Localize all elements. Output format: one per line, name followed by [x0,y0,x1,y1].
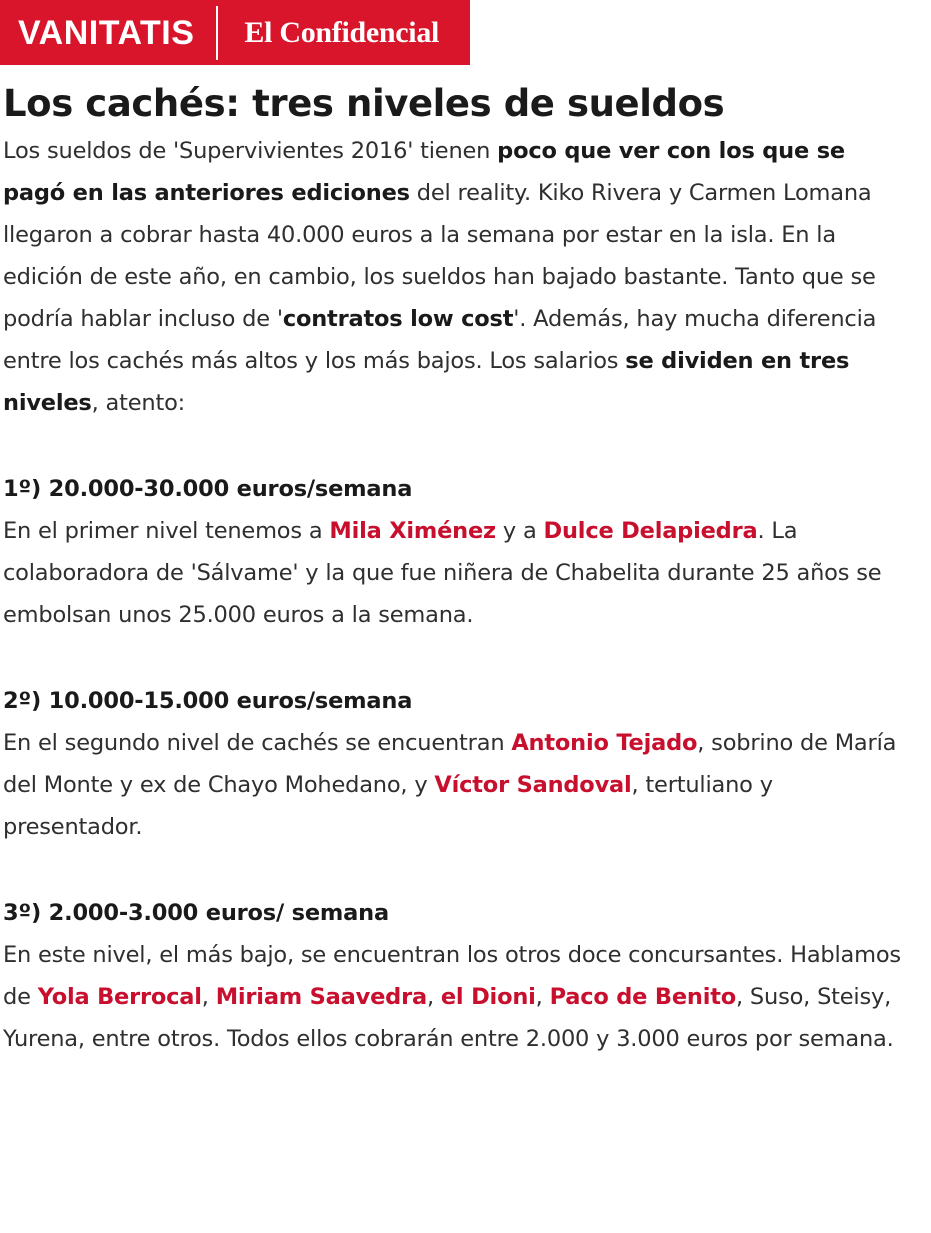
level1-heading: 1º) 20.000-30.000 euros/semana [3,476,413,502]
intro-paragraph [3,130,908,424]
level3-text-1: En este nivel, el más bajo, se encuentran los otros doce concursantes. Hablamos de [3,942,901,1010]
vanitatis-logo[interactable]: VANITATIS [18,13,195,52]
link-mila-ximenez[interactable]: Mila Ximénez [329,518,496,544]
level3-sep-1: , [201,984,216,1010]
article-title: Los cachés: tres niveles de sueldos [3,82,725,125]
link-antonio-tejado[interactable]: Antonio Tejado [511,730,698,756]
level1-text-3: . La colaboradora de 'Sálvame' y la que fue niñera de Chabelita durante 25 años se embolsan unos 25.000 euros a la semana. [3,518,882,628]
intro-text-4: , atento: [91,390,186,416]
intro-text-1: Los sueldos de 'Supervivientes 2016' tienen [3,138,498,164]
link-victor-sandoval[interactable]: Víctor Sandoval [434,772,632,798]
intro-bold-1: poco que ver con los que se pagó en las anteriores ediciones [3,138,845,206]
level3-heading: 3º) 2.000-3.000 euros/ semana [3,900,389,926]
intro-text-2: del reality. Kiko Rivera y Carmen Lomana llegaron a cobrar hasta 40.000 euros a la semana por estar en la isla. En la edición de este año, en cambio, los sueldos han bajado bastante. Tanto que se podría hablar incluso de ' [3,180,876,332]
level1-text-1: En el primer nivel tenemos a [3,518,330,544]
brand-header[interactable] [0,0,470,65]
level1-text-2: y a [495,518,544,544]
level3-sep-2: , [426,984,441,1010]
level2-text-3: , tertuliano y presentador. [3,772,773,840]
level3-paragraph [3,934,908,1060]
link-el-dioni[interactable]: el Dioni [440,984,536,1010]
article-body [3,78,908,1060]
level2-text-2: , sobrino de María del Monte y ex de Chayo Mohedano, y [3,730,897,798]
intro-bold-2: contratos low cost [282,306,514,332]
level1-paragraph [3,510,908,636]
level3-text-2: , Suso, Steisy, Yurena, entre otros. Todos ellos cobrarán entre 2.000 y 3.000 euros por semana. [3,984,894,1052]
level2-text-1: En el segundo nivel de cachés se encuentran [3,730,512,756]
level2-paragraph [3,722,908,848]
link-yola-berrocal[interactable]: Yola Berrocal [37,984,202,1010]
intro-bold-3: se dividen en tres niveles [3,348,850,416]
link-dulce-delapiedra[interactable]: Dulce Delapiedra [543,518,758,544]
el-confidencial-logo[interactable]: El Confidencial [244,15,440,49]
intro-text-3: '. Además, hay mucha diferencia entre los cachés más altos y los más bajos. Los salarios [3,306,877,374]
level2-heading: 2º) 10.000-15.000 euros/semana [3,688,413,714]
logo-divider [216,6,218,60]
link-paco-de-benito[interactable]: Paco de Benito [549,984,737,1010]
link-miriam-saavedra[interactable]: Miriam Saavedra [215,984,427,1010]
level3-sep-3: , [535,984,550,1010]
